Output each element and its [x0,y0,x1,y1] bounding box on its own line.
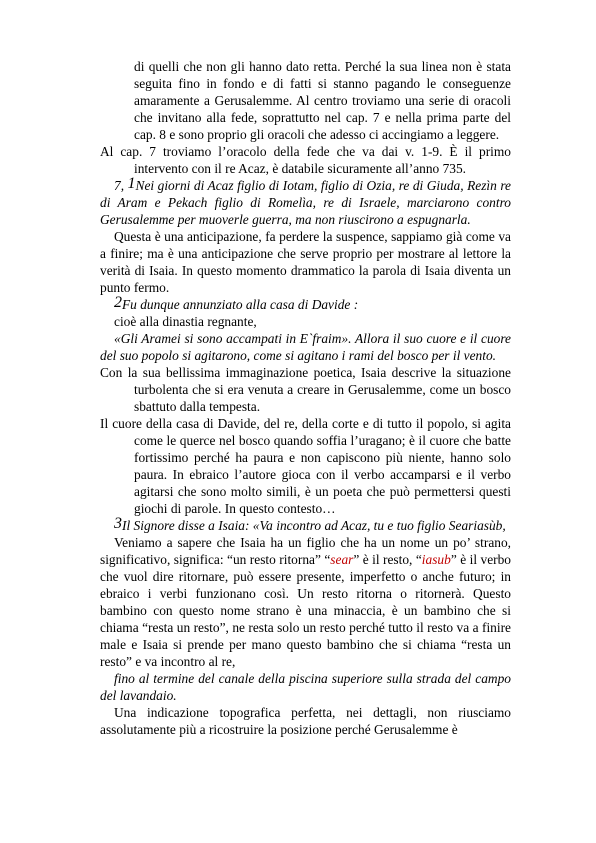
verse-7-3-cont: fino al termine del canale della piscina superiore sulla strada del campo del lavandaio. [100,671,511,703]
text-part: Veniamo a sapere che Isaia ha un figlio che ha un nome un po’ strano, significativo, significa: “un resto ritorna” “ [100,535,511,567]
verse-7-3 [100,517,511,534]
verse-text: Nei giorni di Acaz figlio di Iotam, figlio di Ozia, re di Giuda, Rezìn re di Aram e Pekach figlio di Romelìa, re di Israele, marciarono contro Gerusalemme per muoverle guerra, ma non riuscirono a espugnarla. [100,178,511,227]
paragraph-son-name [100,534,511,670]
paragraph-dynasty: cioè alla dinastia regnante, [114,314,257,329]
text-part: ” è il verbo che vuol dire ritornare, può essere presente, imperfetto o anche futuro; in ebraico i verbi funzionano così. Un resto ritorna o ritornerà. Questo bambino con questo nome strano è una minaccia, è un bambino che si chiama “resta un resto”, ne resta solo un resto perché tutto il resto va a finire male e Isaia si prende per mano questo bambino che si chiama “resta un resto” e va incontro al re, [100,552,511,669]
verse-7-2-cont: «Gli Aramei si sono accampati in E`fraim». Allora il suo cuore e il cuore del suo popolo si agitarono, come si agitano i rami del bosco per il vento. [100,331,511,363]
verse-text: Il Signore disse a Isaia: «Va incontro ad Acaz, tu e tuo figlio Seariasùb, [122,518,506,533]
document-body [100,58,511,738]
paragraph-anticipation: Questa è una anticipazione, fa perdere la suspence, sappiamo già come va a finire; ma è una anticipazione che serve proprio per mostrare al lettore la verità di Isaia. In questo momento drammatico la parola di Isaia diventa un punto fermo. [100,229,511,295]
paragraph-topography: Una indicazione topografica perfetta, nei dettagli, non riusciamo assolutamente più a ricostruire la posizione perché Gerusalemme è [100,705,511,737]
verse-text: Fu dunque annunziato alla casa di Davide : [122,297,359,312]
paragraph-imagination: Con la sua bellissima immaginazione poetica, Isaia descrive la situazione turbolenta che si era venuta a creare in Gerusalemme, come un bosco sbattuto dalla tempesta. [100,365,511,414]
text-part: ” è il resto, “ [353,552,422,567]
verse-7-2 [100,296,511,313]
verse-number: 2 [114,294,122,311]
hebrew-term-sear: sear [330,552,354,567]
verse-number: 1 [127,175,136,192]
paragraph-oracles-intro: di quelli che non gli hanno dato retta. Perché la sua linea non è stata seguita fino in fondo e di fatti si stanno pagando le conseguenze amaramente a Gerusalemme. Al centro troviamo una serie di oracoli che invitano alla fede, soprattutto nel cap. 7 e nella prima parte del cap. 8 e sono proprio gli oracoli che adesso ci accingiamo a leggere. [134,59,511,142]
paragraph-chapter-7: Al cap. 7 troviamo l’oracolo della fede che va dai v. 1-9. È il primo intervento con il re Acaz, è databile sicuramente all’anno 735. [100,144,511,176]
verse-7-1 [100,177,511,228]
hebrew-term-iasub: iasub [421,552,451,567]
chapter-ref: 7, [114,178,128,193]
paragraph-heart: Il cuore della casa di Davide, del re, della corte e di tutto il popolo, si agita come le querce nel bosco quando soffia l’uragano; è il cuore che batte fortissimo perché ha paura e non capiscono più niente, hanno solo paura. In ebraico l’autore gioca con il verbo accamparsi e il verbo agitarsi che sono molto simili, è un poeta che può permettersi questi giochi di parole. In questo contesto… [100,416,511,516]
verse-number: 3 [114,515,122,532]
